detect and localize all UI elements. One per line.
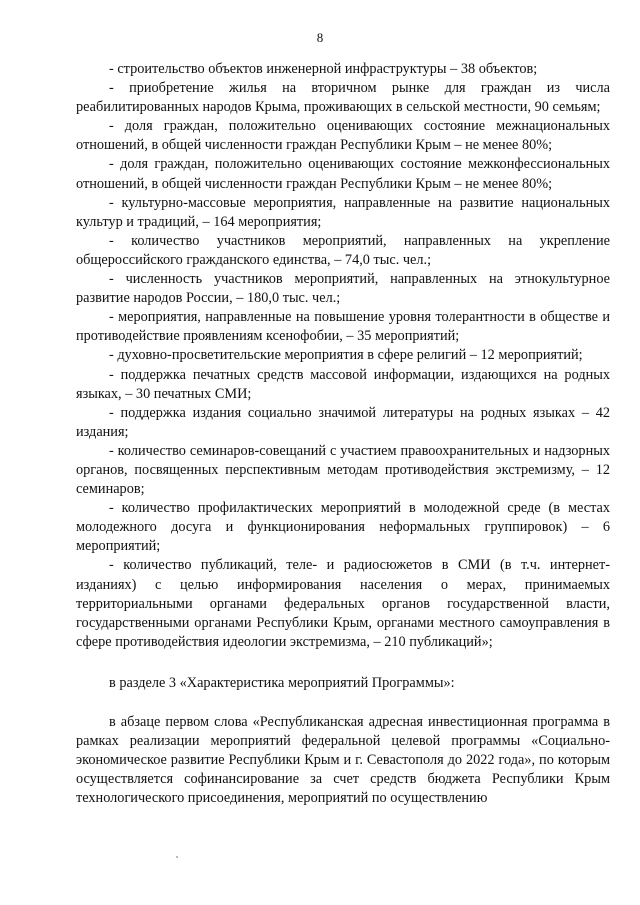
list-item: - поддержка издания социально значимой литературы на родных языках – 42 издания;: [76, 404, 610, 440]
list-item: - количество семинаров-совещаний с участием правоохранительных и надзорных органов, посвященных перспективным методам противодействия экстремизму, – 12 семинаров;: [76, 442, 610, 498]
list-item: - мероприятия, направленные на повышение уровня толерантности в обществе и противодействие проявлениям ксенофобии, – 35 мероприятий;: [76, 309, 610, 345]
list-item: - доля граждан, положительно оценивающих состояние межнациональных отношений, в общей численности граждан Республики Крым – не менее 80%;: [76, 118, 610, 154]
list-item: - поддержка печатных средств массовой информации, издающихся на родных языках, – 30 печатных СМИ;: [76, 366, 610, 402]
list-item: - строительство объектов инженерной инфраструктуры – 38 объектов;: [109, 61, 538, 77]
list-item: - количество участников мероприятий, направленных на укрепление общероссийского гражданского единства, – 74,0 тыс. чел.;: [76, 232, 610, 268]
list-item: - культурно-массовые мероприятия, направленные на развитие национальных культур и традиций, – 164 мероприятия;: [76, 194, 610, 230]
list-item: - духовно-просветительские мероприятия в сфере религий – 12 мероприятий;: [109, 347, 583, 364]
list-item: - приобретение жилья на вторичном рынке для граждан из числа реабилитированных народов Крыма, проживающих в сельской местности, 90 семьям;: [76, 80, 610, 116]
list-item: - доля граждан, положительно оценивающих состояние межконфессиональных отношений, в общей численности граждан Республики Крым – не менее 80%;: [76, 156, 610, 192]
section-heading: в разделе 3 «Характеристика мероприятий Программы»:: [109, 674, 455, 691]
list-item: - количество публикаций, теле- и радиосюжетов в СМИ (в т.ч. интернет-изданиях) с целью информирования населения о мерах, принимаемых территориальными органами федеральных органов государственной власти, государственными органами Республики Крым, органами местного самоуправления в сфере противодействия идеологии экстремизма, – 210 публикаций»;: [76, 557, 610, 650]
page-number: 8: [316, 30, 324, 45]
list-item: - численность участников мероприятий, направленных на этнокультурное развитие народов России, – 180,0 тыс. чел.;: [76, 271, 610, 307]
document-body: [76, 60, 610, 808]
list-item: - количество профилактических мероприятий в молодежной среде (в местах молодежного досуга и функционирования неформальных группировок) – 6 мероприятий;: [76, 500, 610, 555]
scan-speck: [176, 856, 178, 858]
final-paragraph: в абзаце первом слова «Республиканская адресная инвестиционная программа в рамках реализации мероприятий федеральной целевой программы «Социально-экономическое развитие Республики Крым и г. Севастополя до 2022 года», по которым осуществляется софинансирование за счет средств бюджета Республики Крым технологического присоединения, мероприятий по осуществлению: [76, 714, 610, 807]
